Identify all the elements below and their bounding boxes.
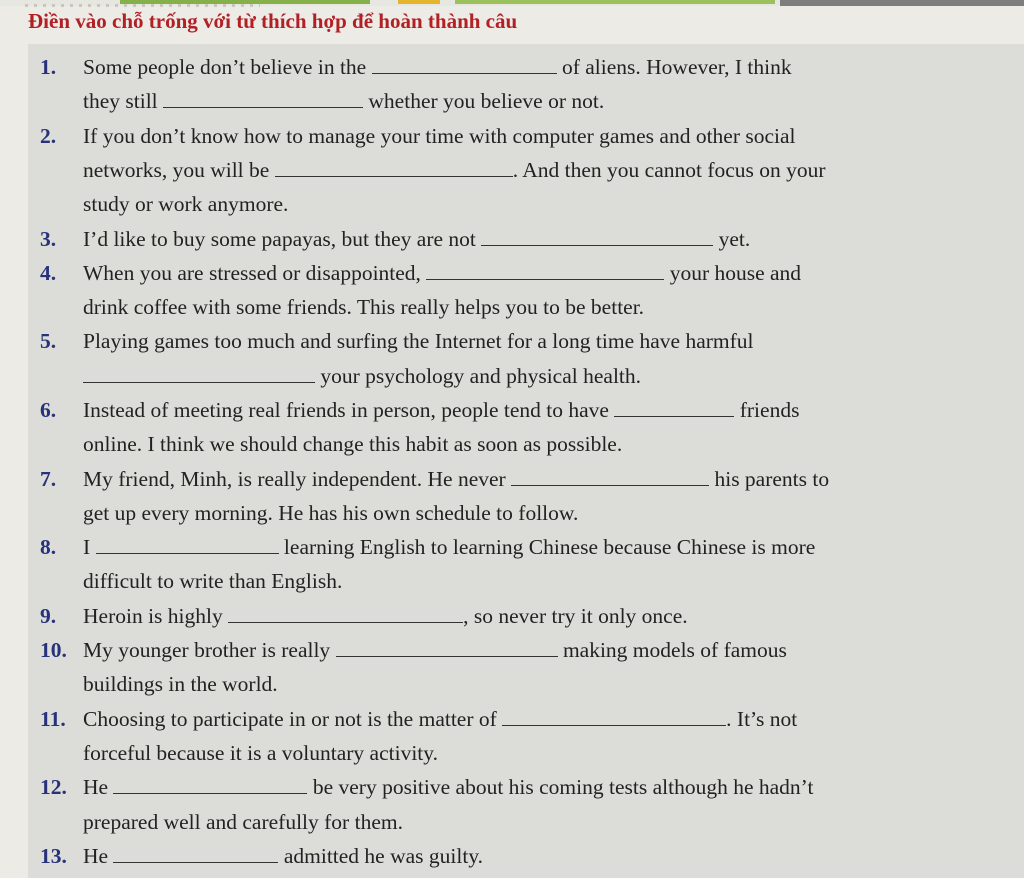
answer-blank[interactable]: [372, 53, 557, 74]
answer-blank[interactable]: [511, 465, 709, 486]
question-text-line: [83, 222, 750, 256]
question-text-line: [83, 84, 604, 118]
question-text: I’d like to buy some papayas, but they are not: [83, 226, 482, 251]
answer-blank[interactable]: [614, 396, 734, 417]
question-text: difficult to write than English.: [83, 569, 343, 594]
question-text-line: [83, 839, 483, 873]
question-item: [28, 462, 1024, 531]
answer-blank[interactable]: [481, 225, 713, 246]
question-number: 4.: [40, 260, 57, 285]
question-number: 7.: [40, 466, 57, 491]
question-text: drink coffee with some friends. This really helps you to be better.: [83, 295, 645, 320]
question-number: 8.: [40, 535, 57, 560]
page-title: Điền vào chỗ trống với từ thích hợp để hoàn thành câu: [28, 9, 518, 33]
question-item: [28, 324, 1024, 393]
question-item: [28, 770, 1024, 839]
question-text: Playing games too much and surfing the Internet for a long time have harmful: [83, 329, 754, 354]
question-text: whether you believe or not.: [363, 89, 605, 114]
question-number: 10.: [40, 638, 67, 663]
question-number: 6.: [40, 398, 57, 422]
answer-blank[interactable]: [163, 87, 363, 108]
question-text: My younger brother is really: [83, 638, 336, 663]
question-text: friends: [734, 398, 800, 422]
question-text: networks, you will be: [83, 157, 275, 182]
question-text: of aliens. However, I think: [556, 55, 792, 79]
question-text-line: [83, 702, 797, 736]
question-text: forceful because it is a voluntary activity.: [83, 740, 439, 765]
question-text-line: [83, 633, 787, 667]
question-text: learning English to learning Chinese because Chinese is more: [278, 535, 816, 560]
question-text: prepared well and carefully for them.: [83, 809, 403, 834]
question-item: [28, 702, 1024, 771]
answer-blank[interactable]: [228, 602, 463, 623]
question-text: He: [83, 843, 114, 868]
question-number: 3.: [40, 226, 57, 251]
question-text: your psychology and physical health.: [315, 363, 642, 388]
question-text: Some people don’t believe in the: [83, 55, 372, 79]
question-number: 12.: [40, 775, 67, 800]
question-number: 13.: [40, 843, 67, 868]
question-item: [28, 599, 1024, 633]
question-text: Instead of meeting real friends in person, people tend to have: [83, 398, 615, 422]
question-text: your house and: [664, 260, 802, 285]
question-text-line: [83, 187, 288, 221]
question-text-line: [83, 427, 622, 461]
question-text-line: [83, 119, 796, 153]
question-text-line: [83, 805, 403, 839]
question-text: his parents to: [709, 466, 830, 491]
answer-blank[interactable]: [113, 773, 307, 794]
question-text: , so never try it only once.: [463, 603, 688, 628]
question-text: making models of famous: [557, 638, 787, 663]
question-text: If you don’t know how to manage your time with computer games and other social: [83, 123, 796, 148]
question-item: [28, 256, 1024, 325]
question-text: get up every morning. He has his own schedule to follow.: [83, 500, 579, 525]
question-text: admitted he was guilty.: [278, 843, 484, 868]
question-text: Choosing to participate in or not is the matter of: [83, 706, 503, 731]
question-text-line: [83, 256, 801, 290]
question-text-line: [83, 599, 688, 633]
question-text-line: [83, 667, 278, 701]
top-decoration-bar: [780, 0, 1024, 6]
question-text-line: [83, 564, 342, 598]
question-item: [28, 530, 1024, 599]
question-number: 11.: [40, 706, 66, 731]
question-text-line: [83, 290, 644, 324]
question-text-line: [83, 50, 792, 84]
question-item: [28, 839, 1024, 873]
question-text-line: [83, 153, 826, 187]
question-text: be very positive about his coming tests although he hadn’t: [307, 775, 814, 800]
question-text-line: [83, 462, 829, 496]
question-item: [28, 119, 1024, 222]
question-number: 9.: [40, 603, 57, 628]
question-text: When you are stressed or disappointed,: [83, 260, 427, 285]
question-text: I: [83, 535, 96, 560]
question-item: [28, 633, 1024, 702]
question-text: He: [83, 775, 114, 800]
question-number: 1.: [40, 55, 57, 79]
question-text: online. I think we should change this habit as soon as possible.: [83, 432, 623, 457]
question-number: 2.: [40, 123, 57, 148]
question-text: study or work anymore.: [83, 192, 289, 217]
question-text: yet.: [713, 226, 751, 251]
question-item: [28, 393, 1024, 462]
question-text-line: [83, 324, 754, 358]
question-text-line: [83, 393, 799, 427]
answer-blank[interactable]: [275, 156, 513, 177]
top-decoration-bar: [398, 0, 440, 4]
question-item: [28, 50, 1024, 119]
question-text: . And then you cannot focus on your: [512, 157, 826, 182]
question-text-line: [83, 496, 578, 530]
question-text-line: [83, 359, 641, 393]
top-decoration-bar: [455, 0, 775, 4]
question-text: Heroin is highly: [83, 603, 229, 628]
question-text: My friend, Minh, is really independent. He never: [83, 466, 512, 491]
answer-blank[interactable]: [96, 533, 279, 554]
answer-blank[interactable]: [426, 259, 664, 280]
question-number: 5.: [40, 329, 57, 354]
question-text-line: [83, 530, 815, 564]
exercise-panel: [28, 44, 1024, 878]
question-text-line: [83, 736, 438, 770]
question-text: buildings in the world.: [83, 672, 278, 697]
answer-blank[interactable]: [336, 636, 558, 657]
question-item: [28, 222, 1024, 256]
question-text: they still: [83, 89, 164, 114]
answer-blank[interactable]: [502, 705, 726, 726]
answer-blank[interactable]: [113, 842, 278, 863]
question-text-line: [83, 770, 813, 804]
answer-blank[interactable]: [83, 362, 315, 383]
question-text: . It’s not: [726, 706, 798, 731]
